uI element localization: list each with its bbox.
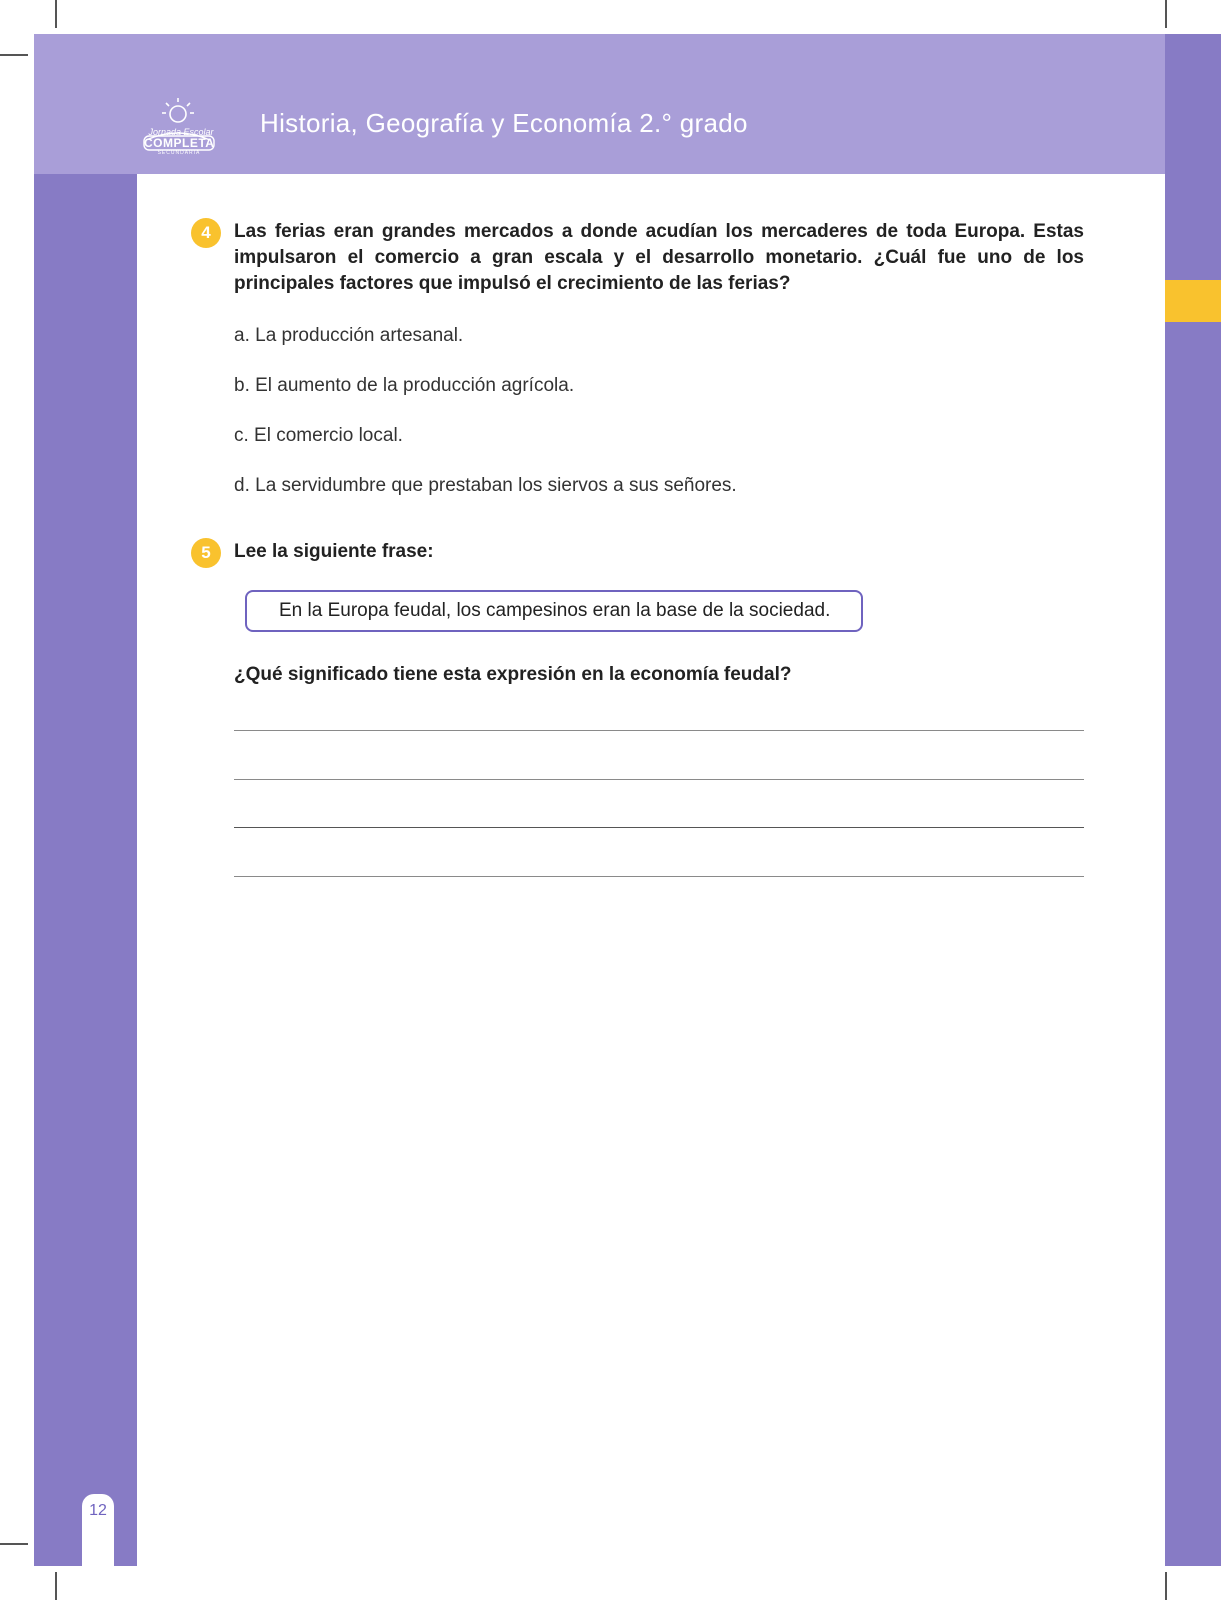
jornada-escolar-completa-logo	[140, 96, 222, 156]
answer-line[interactable]	[234, 730, 1084, 731]
crop-mark	[1165, 0, 1167, 28]
answer-line[interactable]	[234, 827, 1084, 828]
crop-mark	[55, 1572, 57, 1600]
question-5-text: Lee la siguiente frase:	[234, 541, 434, 562]
crop-mark	[0, 1543, 28, 1545]
option-b: b. El aumento de la producción agrícola.	[234, 375, 575, 396]
page-title: Historia, Geografía y Economía 2.° grado	[260, 108, 748, 138]
section-tab	[1165, 280, 1221, 322]
logo-text-line1: Jornada Escolar	[148, 127, 214, 137]
answer-line[interactable]	[234, 779, 1084, 780]
question-5-prompt: ¿Qué significado tiene esta expresión en la economía feudal?	[234, 664, 792, 685]
left-side-band	[34, 174, 137, 1566]
right-side-band	[1165, 34, 1221, 1566]
logo-text-line3: SECUNDARIA	[157, 150, 201, 156]
question-number-badge: 4	[191, 218, 221, 248]
option-c: c. El comercio local.	[234, 425, 403, 446]
crop-mark	[55, 0, 57, 28]
answer-line[interactable]	[234, 876, 1084, 877]
crop-mark	[0, 54, 28, 56]
question-4-text: Las ferias eran grandes mercados a donde acudían los mercaderes de toda Europa. Estas impulsaron el comercio a gran escala y el desarrollo monetario. ¿Cuál fue uno de los principales factores que impulsó el crecimiento de las ferias?	[234, 221, 1084, 294]
question-number-badge: 5	[191, 538, 221, 568]
crop-mark	[1165, 1572, 1167, 1600]
logo-text-line2: COMPLETA	[144, 136, 215, 150]
quote-box: En la Europa feudal, los campesinos eran la base de la sociedad.	[245, 590, 863, 632]
option-a: a. La producción artesanal.	[234, 325, 464, 346]
option-d: d. La servidumbre que prestaban los siervos a sus señores.	[234, 475, 737, 496]
page-number: 12	[89, 1502, 107, 1519]
